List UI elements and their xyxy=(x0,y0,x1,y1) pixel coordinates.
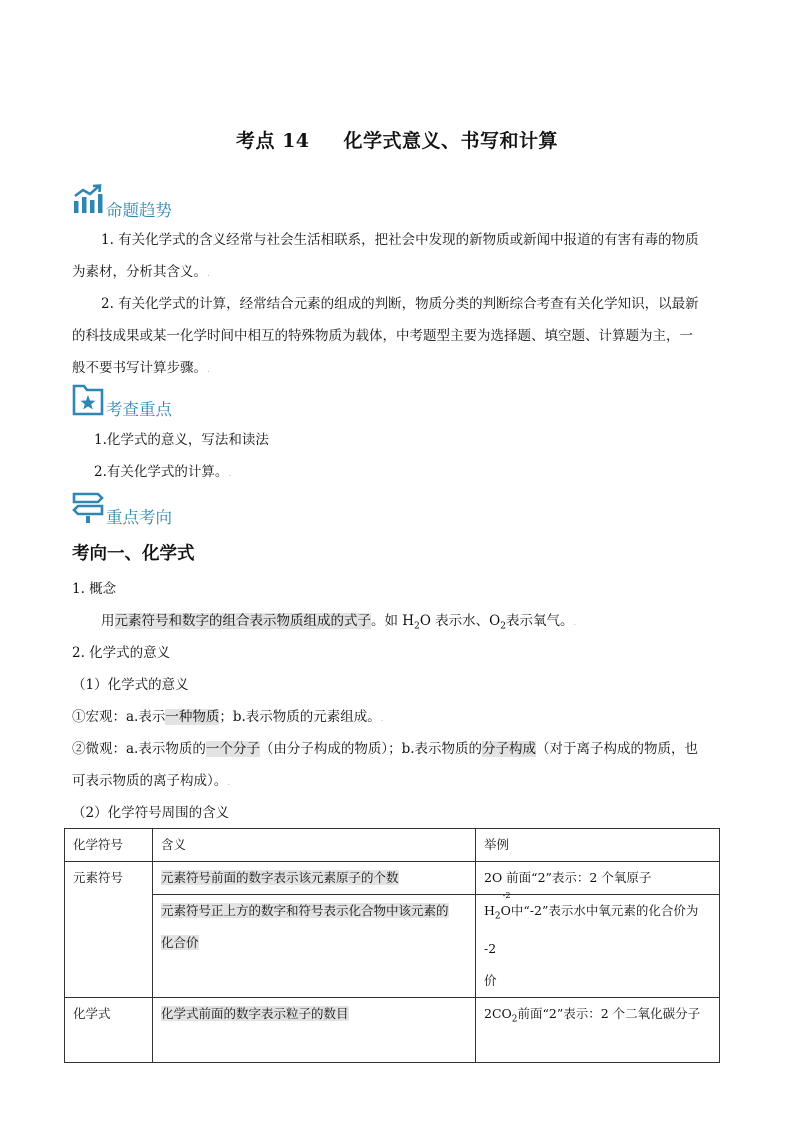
section-direction-heading xyxy=(72,490,272,530)
page-title xyxy=(0,126,794,153)
macro-meaning: ①宏观：a.表示一种物质；b.表示物质的元素组成。. xyxy=(72,709,384,725)
table-row xyxy=(65,862,720,895)
table-row xyxy=(65,997,720,1062)
micro-meaning-line-2: 可表示物质的离子构成）。. xyxy=(72,773,231,789)
table-header-cell: 化学符号 xyxy=(65,829,153,862)
section-focus-heading xyxy=(72,382,272,422)
concept-highlight: 元素符号和数字的组合表示物质组成的式子 xyxy=(114,613,371,629)
table-cell: 元素符号 xyxy=(65,862,153,998)
table-cell: 化学式前面的数字表示粒子的数目 xyxy=(153,997,476,1062)
focus-item-2: 2.有关化学式的计算。. xyxy=(94,464,232,480)
table-cell: 2O 前面“2”表示：2 个氧原子 xyxy=(476,862,720,895)
table-row xyxy=(65,895,720,998)
symbol-meaning-table xyxy=(64,828,720,1063)
section-focus-title: 考查重点 xyxy=(106,400,172,419)
table-cell: $2CO_2$前面“2”表示：2 个二氧化碳分子 xyxy=(476,997,720,1062)
trend-paragraph-2-line-1: 2. 有关化学式的计算，经常结合元素的组成的判断，物质分类的判断综合考查有关化学知识，以最新 xyxy=(101,296,699,312)
concept-text: 用元素符号和数字的组合表示物质组成的式子。如 $H_2O$ 表示水、$O_2$表示氧气。. xyxy=(101,613,577,632)
trend-paragraph-1-line-1: 1. 有关化学式的含义经常与社会生活相联系，把社会中发现的新物质或新闻中报道的有害有毒的物质 xyxy=(101,232,699,248)
table-header-cell: 举例 xyxy=(476,829,720,862)
section-direction-title: 重点考向 xyxy=(106,508,172,527)
signpost-icon xyxy=(72,490,104,528)
focus-item-1: 1.化学式的意义，写法和读法 xyxy=(94,432,269,448)
star-folder-icon xyxy=(72,382,104,420)
micro-meaning-line-1: ②微观：a.表示物质的一个分子（由分子构成的物质）；b.表示物质的分子构成（对于离子构成的物质，也 xyxy=(72,741,699,757)
table-header-cell: 含义 xyxy=(153,829,476,862)
title-main: 化学式意义、书写和计算 xyxy=(343,130,559,152)
chart-trend-icon xyxy=(72,183,104,219)
meaning-title: 2. 化学式的意义 xyxy=(72,645,171,661)
meaning-subtitle-2: （2）化学符号周围的含义 xyxy=(72,805,230,821)
trend-paragraph-2-line-3: 般不要书写计算步骤。. xyxy=(72,360,210,376)
section-1-title: 考向一、化学式 xyxy=(72,544,195,564)
table-cell: 元素符号正上方的数字和符号表示化合物中该元素的 化合价 xyxy=(153,895,476,998)
concept-title: 1. 概念 xyxy=(72,581,117,597)
table-cell: 化学式 xyxy=(65,997,153,1062)
section-trend-heading xyxy=(72,183,272,223)
table-header-row xyxy=(65,829,720,862)
meaning-subtitle-1: （1）化学式的意义 xyxy=(72,677,189,693)
section-trend-title: 命题趋势 xyxy=(106,201,172,220)
trend-paragraph-2-line-2: 的科技成果或某一化学时间中相互的特殊物质为载体，中考题型主要为选择题、填空题、计算题为主，一 xyxy=(72,328,693,344)
table-cell: $H_2O$ -2 中“-2”表示水中氧元素的化合价为 -2 价 xyxy=(476,895,720,998)
title-prefix: 考点 14 xyxy=(235,130,310,152)
table-cell: 元素符号前面的数字表示该元素原子的个数 xyxy=(153,862,476,895)
trend-paragraph-1-line-2: 为素材，分析其含义。. xyxy=(72,264,210,280)
